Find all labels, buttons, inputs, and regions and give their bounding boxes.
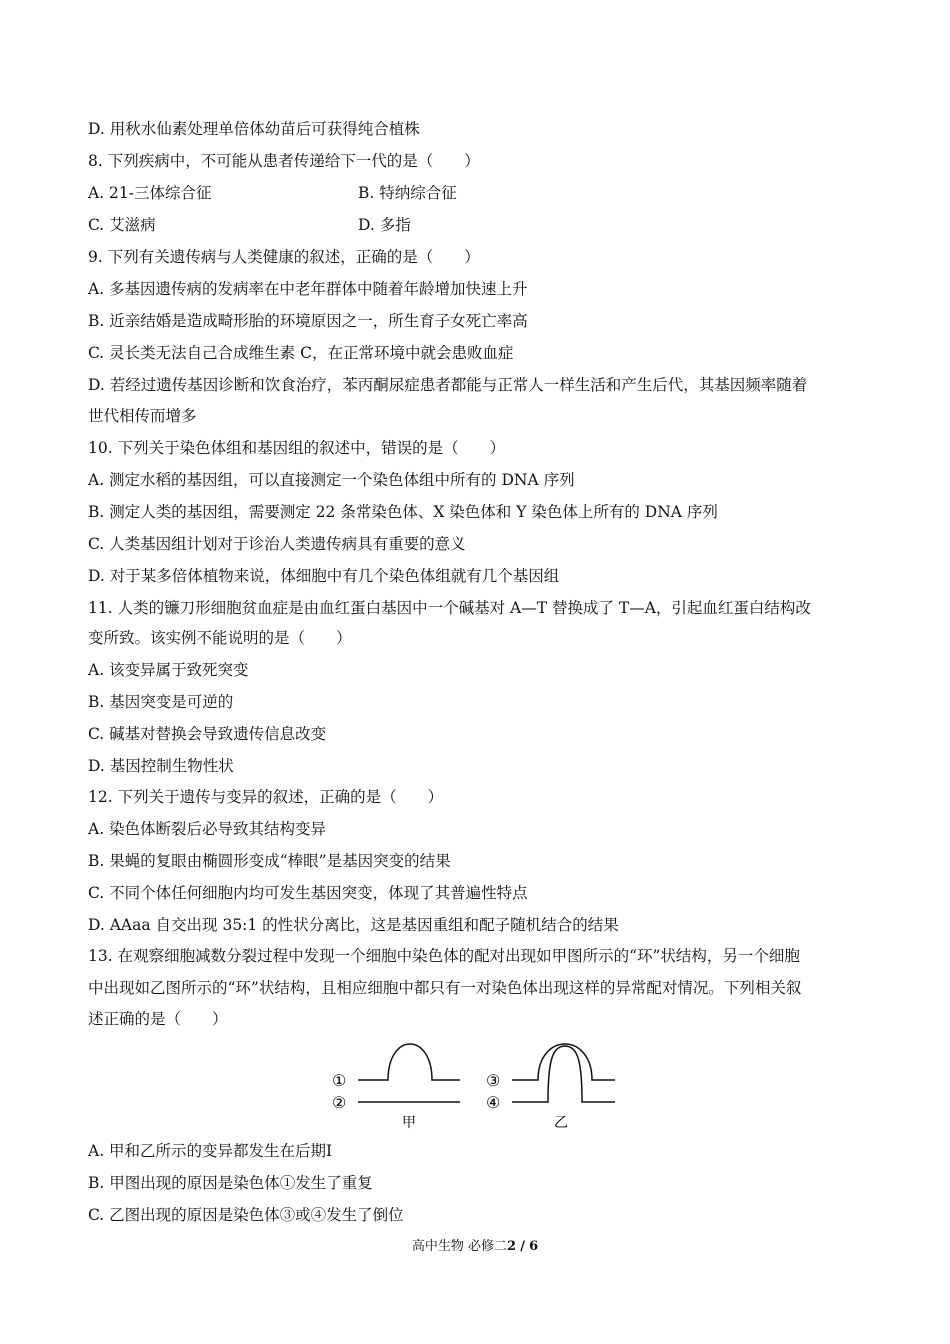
q9-option-d-line1: D. 若经过遗传基因诊断和饮食治疗，苯丙酮尿症患者都能与正常人一样生活和产生后代，其基因频率随着: [88, 376, 808, 394]
q12-stem: 12. 下列关于遗传与变异的叙述，正确的是（ ）: [88, 788, 444, 806]
caption-jia: 甲: [402, 1115, 416, 1131]
chromosome-4-line: [512, 1046, 615, 1102]
chromosome-1-line: [358, 1044, 460, 1080]
q11-option-b: B. 基因突变是可逆的: [88, 693, 234, 711]
label-chromosome-1: ①: [332, 1071, 347, 1090]
q13-stem-line3: 述正确的是（ ）: [88, 1010, 228, 1028]
footer-page-number: 2: [507, 1239, 517, 1254]
q12-option-c: C. 不同个体任何细胞内均可发生基因突变，体现了其普遍性特点: [88, 884, 528, 902]
q9-option-c: C. 灵长类无法自己合成维生素 C，在正常环境中就会患败血症: [88, 344, 514, 362]
footer-title: 高中生物 必修二: [411, 1239, 507, 1254]
q9-stem: 9. 下列有关遗传病与人类健康的叙述，正确的是（ ）: [88, 248, 480, 266]
chromosome-loop-figure: [330, 1032, 630, 1132]
q11-option-c: C. 碱基对替换会导致遗传信息改变: [88, 725, 327, 743]
label-chromosome-4: ④: [486, 1093, 501, 1112]
q13-option-c: C. 乙图出现的原因是染色体③或④发生了倒位: [88, 1206, 404, 1224]
q10-stem: 10. 下列关于染色体组和基因组的叙述中，错误的是（ ）: [88, 439, 506, 457]
q13-option-a: A. 甲和乙所示的变异都发生在后期I: [88, 1142, 333, 1160]
q9-option-d-line2: 世代相传而增多: [88, 407, 197, 425]
q13-stem-line1: 13. 在观察细胞减数分裂过程中发现一个细胞中染色体的配对出现如甲图所示的“环”状结构，另一个细胞: [88, 947, 800, 965]
q9-option-b: B. 近亲结婚是造成畸形胎的环境原因之一，所生育子女死亡率高: [88, 312, 528, 330]
chromosome-3-line: [512, 1044, 615, 1080]
label-chromosome-2: ②: [332, 1093, 347, 1112]
q12-option-b: B. 果蝇的复眼由椭圆形变成“棒眼”是基因突变的结果: [88, 852, 451, 870]
q10-option-d: D. 对于某多倍体植物来说，体细胞中有几个染色体组就有几个基因组: [88, 567, 560, 585]
q12-option-a: A. 染色体断裂后必导致其结构变异: [88, 820, 327, 838]
loop-spacer: [552, 1072, 578, 1102]
q13-stem-line2: 中出现如乙图所示的“环”状结构，且相应细胞中都只有一对染色体出现这样的异常配对情况。下列相关叙: [88, 979, 802, 997]
q8-option-a: A. 21-三体综合征: [88, 184, 212, 202]
q13-option-b: B. 甲图出现的原因是染色体①发生了重复: [88, 1174, 373, 1192]
q9-option-a: A. 多基因遗传病的发病率在中老年群体中随着年龄增加快速上升: [88, 280, 528, 298]
page-footer: [0, 1235, 950, 1254]
q11-stem-line2: 变所致。该实例不能说明的是（ ）: [88, 629, 352, 647]
q8-option-b: B. 特纳综合征: [358, 184, 457, 202]
footer-total-pages: 6: [529, 1239, 539, 1254]
q8-stem: 8. 下列疾病中，不可能从患者传递给下一代的是（ ）: [88, 152, 480, 170]
q8-option-c: C. 艾滋病: [88, 216, 156, 234]
q8-option-d: D. 多指: [358, 216, 411, 234]
q12-option-d: D. AAaa 自交出现 35:1 的性状分离比，这是基因重组和配子随机结合的结果: [88, 916, 619, 934]
q11-option-a: A. 该变异属于致死突变: [88, 661, 249, 679]
q11-stem-line1: 11. 人类的镰刀形细胞贫血症是由血红蛋白基因中一个碱基对 A—T 替换成了 T—A，引起血红蛋白结构改: [88, 599, 811, 617]
footer-separator: /: [520, 1239, 525, 1254]
q10-option-a: A. 测定水稻的基因组，可以直接测定一个染色体组中所有的 DNA 序列: [88, 471, 575, 489]
q10-option-c: C. 人类基因组计划对于诊治人类遗传病具有重要的意义: [88, 535, 466, 553]
q11-option-d: D. 基因控制生物性状: [88, 757, 234, 775]
q10-option-b: B. 测定人类的基因组，需要测定 22 条常染色体、X 染色体和 Y 染色体上所有的 DNA 序列: [88, 503, 718, 521]
label-chromosome-3: ③: [486, 1071, 501, 1090]
q7-option-d: D. 用秋水仙素处理单倍体幼苗后可获得纯合植株: [88, 120, 420, 138]
caption-yi: 乙: [554, 1115, 568, 1131]
